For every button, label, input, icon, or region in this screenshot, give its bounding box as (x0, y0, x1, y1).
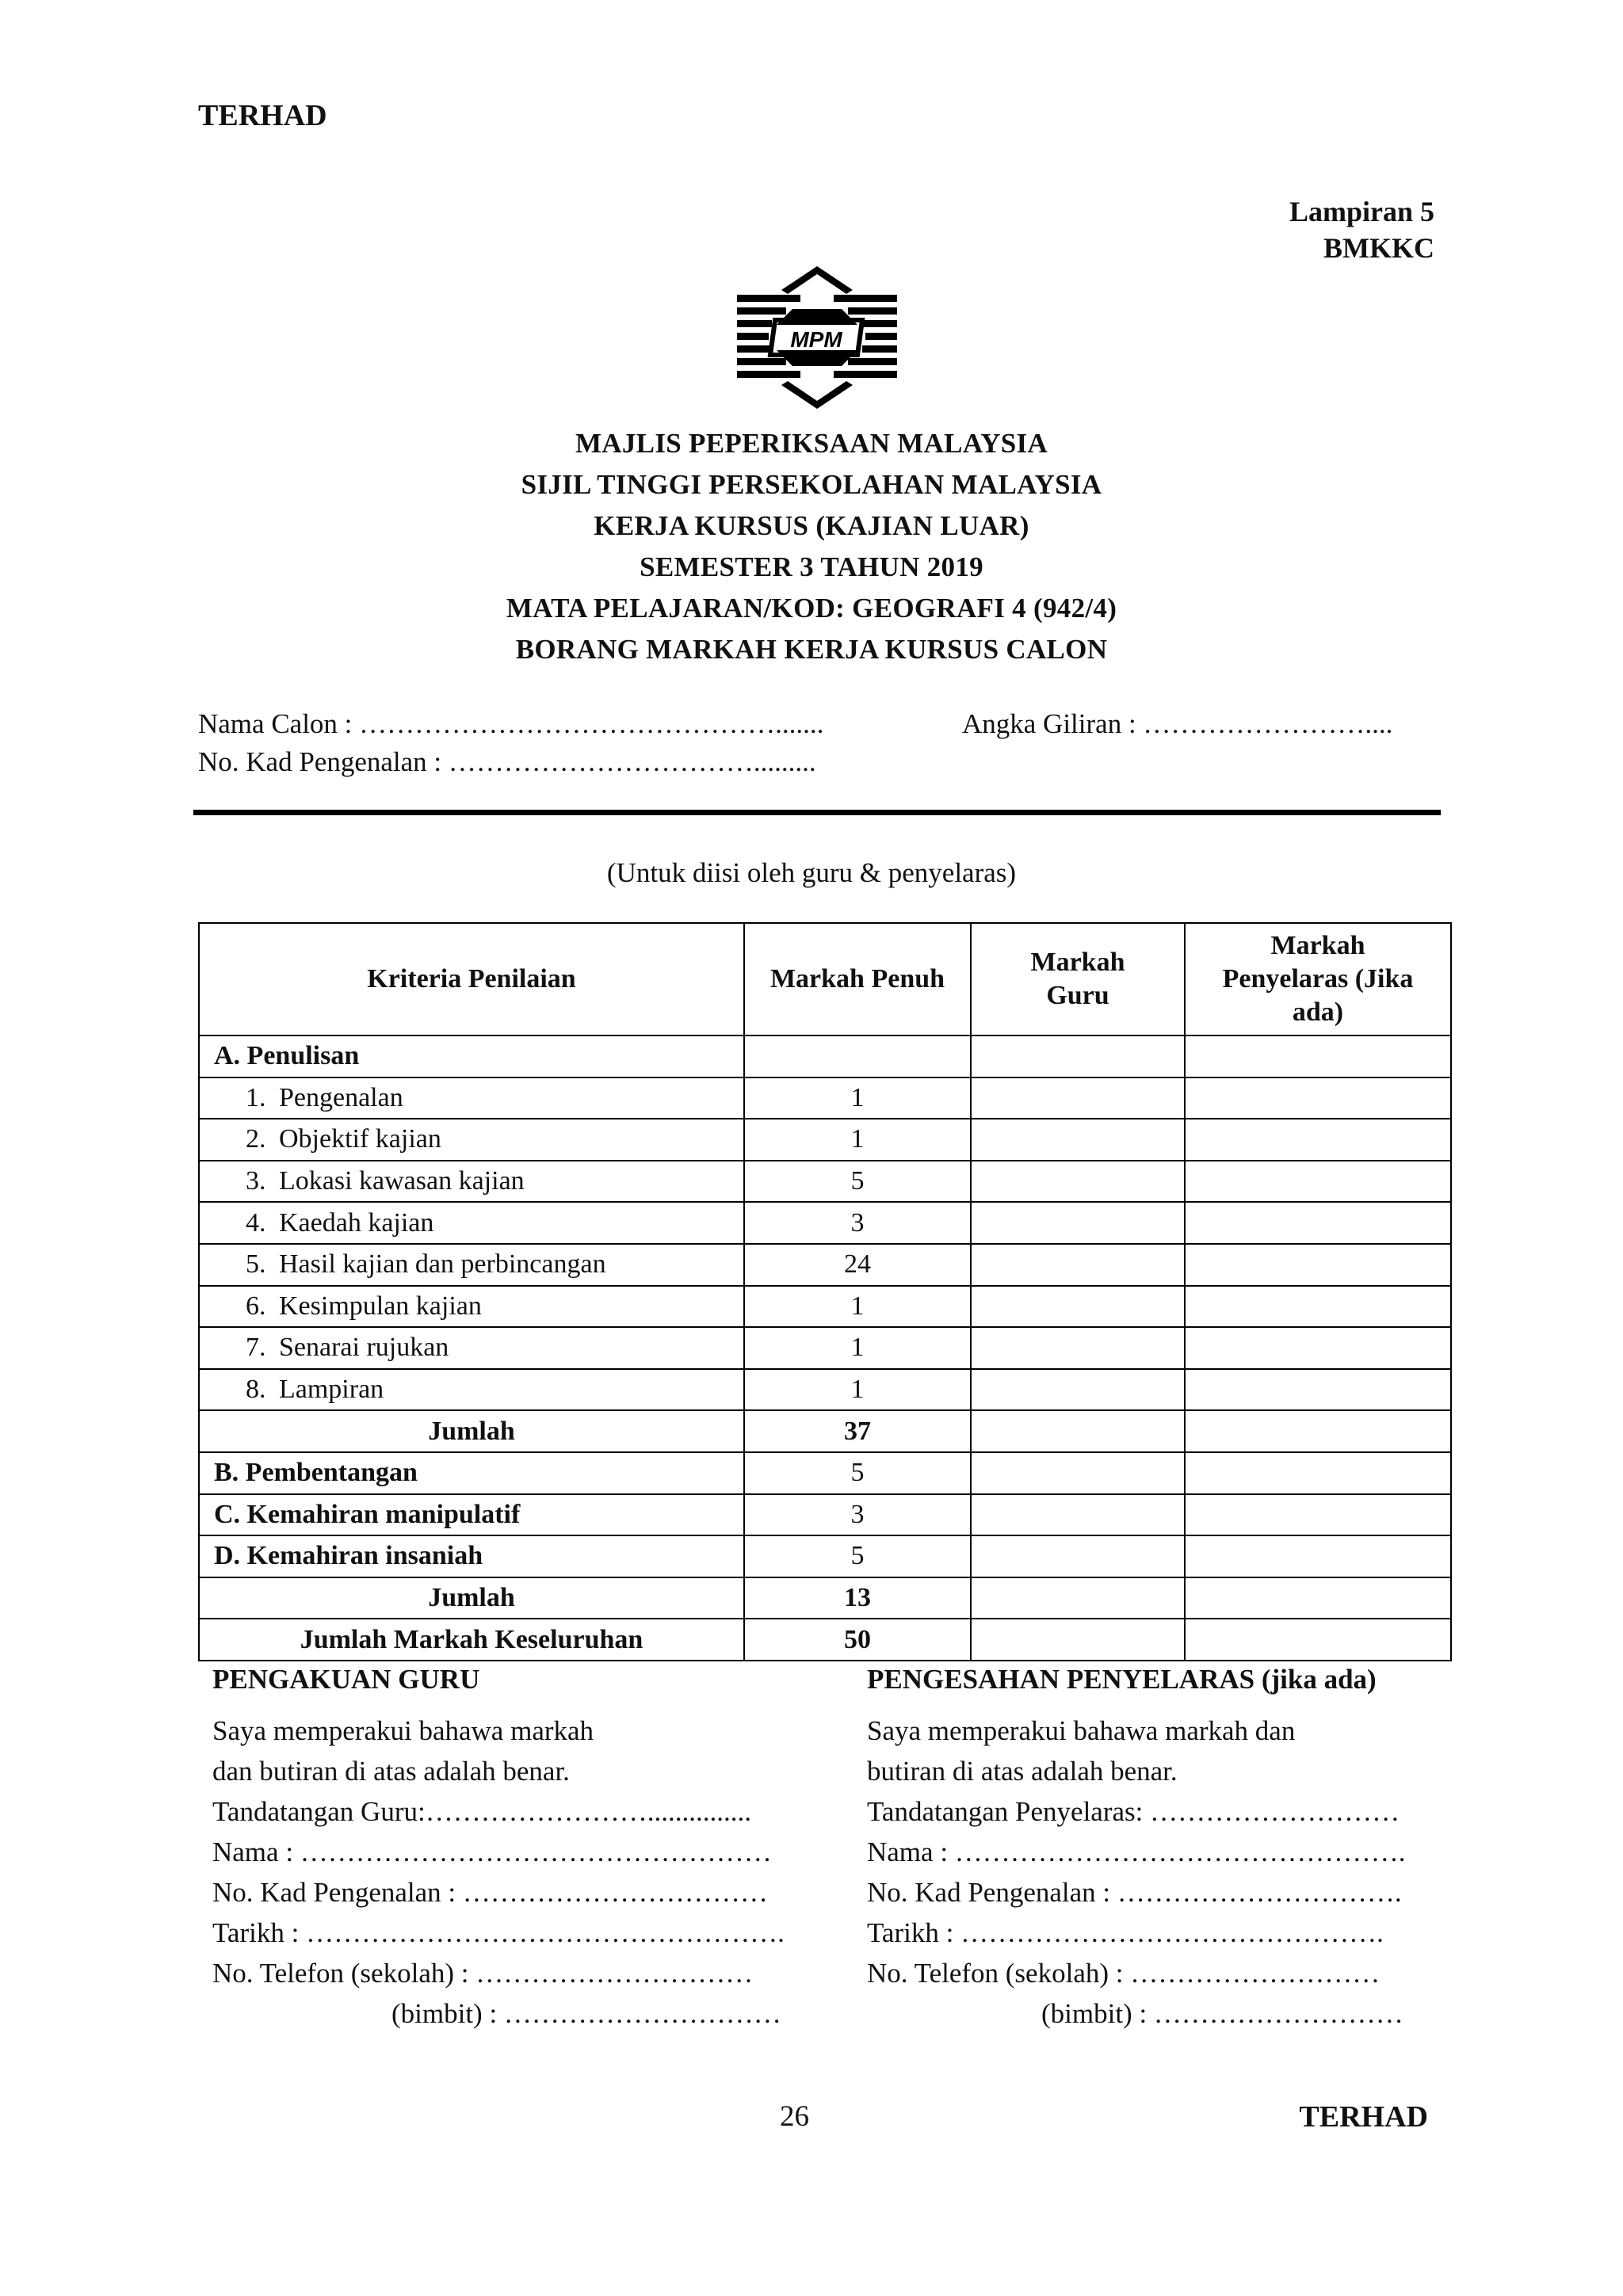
item-label: Lokasi kawasan kajian (279, 1166, 525, 1196)
coordinator-heading: PENGESAHAN PENYELARAS (jika ada) (867, 1664, 1377, 1695)
coordinator-mark-cell[interactable] (1185, 1244, 1451, 1286)
full-marks-value: 5 (744, 1161, 971, 1203)
teacher-mark-cell[interactable] (971, 1619, 1185, 1661)
coordinator-mark-cell[interactable] (1185, 1535, 1451, 1577)
coordinator-mark-cell[interactable] (1185, 1161, 1451, 1203)
teacher-statement-2: dan butiran di atas adalah benar. (212, 1756, 570, 1787)
teacher-name-field[interactable]: Nama : …………………………………………… (212, 1836, 772, 1867)
teacher-declaration (212, 1659, 846, 2034)
grand-total-label: Jumlah Markah Keseluruhan (199, 1619, 744, 1661)
fill-note: (Untuk diisi oleh guru & penyelaras) (606, 857, 1017, 888)
teacher-mark-cell[interactable] (971, 1577, 1185, 1619)
table-row (199, 1535, 1451, 1577)
subtotal-label: Jumlah (199, 1410, 744, 1452)
teacher-phone-school-field[interactable]: No. Telefon (sekolah) : ………………………… (212, 1958, 754, 1989)
teacher-mark-cell[interactable] (971, 1494, 1185, 1536)
full-marks-value: 1 (744, 1327, 971, 1369)
subtotal-row (199, 1410, 1451, 1452)
header-criteria: Kriteria Penilaian (199, 923, 744, 1035)
coordinator-phone-mobile-field[interactable]: (bimbit) : ……………………… (1041, 1998, 1403, 2029)
teacher-mark-cell[interactable] (971, 1369, 1185, 1411)
table-row (199, 1202, 1451, 1244)
full-marks-value: 3 (744, 1494, 971, 1536)
section-b-label: B. Pembentangan (199, 1452, 744, 1494)
coordinator-mark-cell[interactable] (1185, 1119, 1451, 1161)
item-number: 2. (246, 1124, 266, 1154)
classification-top: TERHAD (198, 99, 327, 132)
coordinator-mark-cell[interactable] (1185, 1327, 1451, 1369)
coordinator-mark-cell[interactable] (1185, 1410, 1451, 1452)
item-label: Objektif kajian (279, 1124, 441, 1154)
item-number: 1. (246, 1082, 266, 1112)
title-line-6: BORANG MARKAH KERJA KURSUS CALON (515, 634, 1108, 665)
full-marks-value: 5 (744, 1452, 971, 1494)
header-full-marks: Markah Penuh (744, 923, 971, 1035)
coordinator-mark-cell[interactable] (1185, 1577, 1451, 1619)
table-row (199, 1161, 1451, 1203)
header-teacher-marks: Markah Guru (971, 923, 1185, 1035)
section-a-label: A. Penulisan (199, 1035, 744, 1077)
coordinator-mark-cell[interactable] (1185, 1202, 1451, 1244)
svg-text:MPM: MPM (790, 327, 842, 352)
table-row (199, 1244, 1451, 1286)
teacher-mark-cell[interactable] (971, 1202, 1185, 1244)
item-number: 3. (246, 1166, 266, 1196)
item-label: Hasil kajian dan perbincangan (279, 1249, 606, 1280)
coordinator-signature-field[interactable]: Tandatangan Penyelaras: ……………………… (867, 1796, 1400, 1827)
teacher-phone-mobile-field[interactable]: (bimbit) : ………………………… (391, 1998, 781, 2029)
item-number: 8. (246, 1375, 266, 1405)
section-d-label: D. Kemahiran insaniah (199, 1535, 744, 1577)
coordinator-date-field[interactable]: Tarikh : ………………………………………. (867, 1917, 1384, 1948)
title-line-3: KERJA KURSUS (KAJIAN LUAR) (594, 510, 1029, 541)
coordinator-ic-field[interactable]: No. Kad Pengenalan : …………………………. (867, 1877, 1402, 1908)
full-marks-value: 3 (744, 1202, 971, 1244)
table-row (199, 1286, 1451, 1328)
teacher-mark-cell[interactable] (971, 1452, 1185, 1494)
teacher-signature-field[interactable]: Tandatangan Guru:……………………............... (212, 1796, 751, 1827)
coordinator-statement-1: Saya memperakui bahawa markah dan (867, 1715, 1296, 1746)
grand-total-row (199, 1619, 1451, 1661)
coordinator-mark-cell[interactable] (1185, 1494, 1451, 1536)
coordinator-mark-cell[interactable] (1185, 1077, 1451, 1119)
title-line-4: SEMESTER 3 TAHUN 2019 (640, 551, 983, 582)
full-marks-value: 5 (744, 1535, 971, 1577)
title-line-5: MATA PELAJARAN/KOD: GEOGRAFI 4 (942/4) (506, 593, 1117, 624)
item-label: Kaedah kajian (279, 1207, 434, 1238)
item-label: Kesimpulan kajian (279, 1291, 482, 1321)
classification-bottom: TERHAD (1299, 2100, 1428, 2134)
candidate-ic-field[interactable]: No. Kad Pengenalan : ……………………………......... (198, 746, 816, 777)
coordinator-mark-cell[interactable] (1185, 1619, 1451, 1661)
teacher-ic-field[interactable]: No. Kad Pengenalan : …………………………… (212, 1877, 768, 1908)
full-marks-value: 24 (744, 1244, 971, 1286)
table-header-row (199, 923, 1451, 1035)
item-number: 4. (246, 1207, 266, 1238)
teacher-date-field[interactable]: Tarikh : ……………………………………………. (212, 1917, 785, 1948)
teacher-mark-cell[interactable] (971, 1535, 1185, 1577)
form-code: BMKKC (1323, 232, 1434, 264)
table-row (199, 1119, 1451, 1161)
coordinator-name-field[interactable]: Nama : …………………………………………. (867, 1836, 1406, 1867)
table-row (199, 1327, 1451, 1369)
coordinator-mark-cell[interactable] (1185, 1369, 1451, 1411)
item-label: Lampiran (279, 1375, 384, 1405)
section-c-label: C. Kemahiran manipulatif (199, 1494, 744, 1536)
item-number: 5. (246, 1249, 266, 1280)
item-number: 6. (246, 1291, 266, 1321)
item-label: Pengenalan (279, 1082, 403, 1112)
coordinator-endorsement (867, 1659, 1453, 2034)
subtotal-value: 13 (744, 1577, 971, 1619)
page-number: 26 (780, 2100, 809, 2133)
coordinator-phone-school-field[interactable]: No. Telefon (sekolah) : ……………………… (867, 1958, 1381, 1989)
table-row (199, 1077, 1451, 1119)
table-row (199, 1369, 1451, 1411)
teacher-mark-cell[interactable] (971, 1244, 1185, 1286)
candidate-index-field[interactable]: Angka Giliran : …………………….... (962, 708, 1393, 739)
mpm-logo-icon (735, 266, 899, 412)
teacher-mark-cell[interactable] (971, 1077, 1185, 1119)
table-row (199, 1452, 1451, 1494)
subtotal-row (199, 1577, 1451, 1619)
teacher-mark-cell[interactable] (971, 1119, 1185, 1161)
teacher-mark-cell[interactable] (971, 1410, 1185, 1452)
appendix-label: Lampiran 5 (1289, 196, 1434, 227)
coordinator-mark-cell[interactable] (1185, 1452, 1451, 1494)
title-line-1: MAJLIS PEPERIKSAAN MALAYSIA (575, 428, 1048, 459)
coordinator-mark-cell[interactable] (1185, 1286, 1451, 1328)
table-row (199, 1494, 1451, 1536)
subtotal-label: Jumlah (199, 1577, 744, 1619)
teacher-heading: PENGAKUAN GURU (212, 1664, 480, 1695)
teacher-mark-cell[interactable] (971, 1286, 1185, 1328)
teacher-mark-cell[interactable] (971, 1035, 1185, 1077)
marks-table (198, 922, 1452, 1661)
table-row (199, 1035, 1451, 1077)
coordinator-mark-cell[interactable] (1185, 1035, 1451, 1077)
candidate-name-field[interactable]: Nama Calon : ………………………………………....... (198, 708, 824, 739)
header-coordinator-marks: Markah Penyelaras (Jika ada) (1185, 923, 1451, 1035)
grand-total-value: 50 (744, 1619, 971, 1661)
subtotal-value: 37 (744, 1410, 971, 1452)
item-label: Senarai rujukan (279, 1333, 449, 1363)
teacher-mark-cell[interactable] (971, 1161, 1185, 1203)
full-marks-value: 1 (744, 1119, 971, 1161)
title-line-2: SIJIL TINGGI PERSEKOLAHAN MALAYSIA (521, 469, 1102, 500)
teacher-mark-cell[interactable] (971, 1327, 1185, 1369)
coordinator-statement-2: butiran di atas adalah benar. (867, 1756, 1178, 1787)
item-number: 7. (246, 1333, 266, 1363)
teacher-statement-1: Saya memperakui bahawa markah (212, 1715, 594, 1746)
full-marks-value: 1 (744, 1077, 971, 1119)
full-marks-value: 1 (744, 1286, 971, 1328)
full-marks-value: 1 (744, 1369, 971, 1411)
divider (193, 810, 1441, 815)
